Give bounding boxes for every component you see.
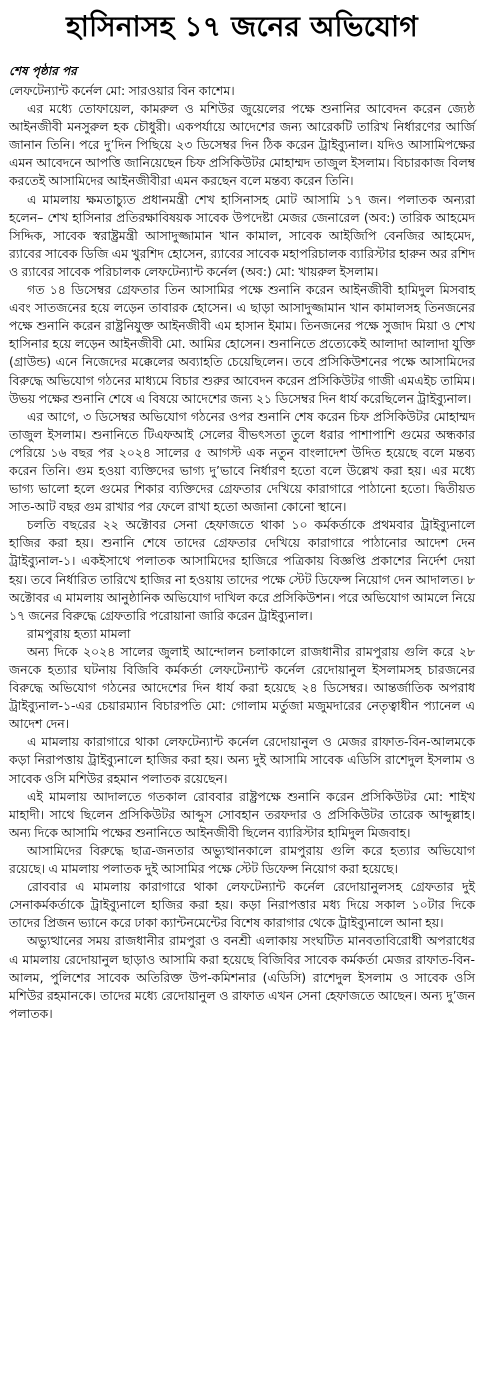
paragraph: রোববার এ মামলায় কারাগারে থাকা লেফটেন্যান্ট কর্নেল রেদোয়ানুলসহ গ্রেফতার দুই সেনাকর্মকর্তাকে ট্রাইব্যুনালে হাজির করা হয়। কড়া নিরাপত্তার মধ্য দিয়ে সকাল ১০টার দিকে তাদের প্রিজন ভ্যানে করে ঢাকা ক্যান্টনমেন্টের বিশেষ কারাগার থেকে ট্রাইব্যুনালে আনা হয়। (9, 879, 475, 931)
paragraph: গত ১৪ ডিসেম্বর গ্রেফতার তিন আসামির পক্ষে শুনানি করেন আইনজীবী হামিদুল মিসবাহ এবং সাতজনের হয়ে লড়েন তাবারক হোসেন। এ ছাড়া আসাদুজ্জামান খান কামালসহ তিনজনের পক্ষে শুনানি করেন রাষ্ট্রনিযুক্ত আইনজীবী এম হাসান ইমাম। তিনজনের পক্ষে সুজাদ মিয়া ও শেখ হাসিনার হয়ে লড়েন আইনজীবী মো. আমির হোসেন। শুনানিতে প্রত্যেকেই আলাদা আলাদা যুক্তি (গ্রাউন্ড) এনে নিজেদের মক্কেলের অব্যাহতি চেয়েছিলেন। তবে প্রসিকিউশনের পক্ষে আসামিদের বিরুদ্ধে অভিযোগ গঠনের মাধ্যমে বিচার শুরুর আবেদন করেন প্রসিকিউটর গাজী এমএইচ তামিম। উভয় পক্ষের শুনানি শেষে এ বিষয়ে আদেশের জন্য ২১ ডিসেম্বর দিন ধার্য করেছিলেন ট্রাইব্যুনাল। (9, 282, 475, 406)
paragraph: এ মামলায় ক্ষমতাচ্যুত প্রধানমন্ত্রী শেখ হাসিনাসহ মোট আসামি ১৭ জন। পলাতক অন্যরা হলেন– শেখ হাসিনার প্রতিরক্ষাবিষয়ক সাবেক উপদেষ্টা মেজর জেনারেল (অব:) তারিক আহমেদ সিদ্দিক, সাবেক স্বরাষ্ট্রমন্ত্রী আসাদুজ্জামান খান কামাল, সাবেক আইজিপি বেনজির আহমেদ, র‍্যাবের সাবেক ডিজি এম খুরশিদ হোসেন, র‍্যাবের সাবেক মহাপরিচালক ব্যারিস্টার হারুন অর রশিদ ও র‍্যাবের সাবেক পরিচালক লেফটেন্যান্ট কর্নেল (অব:) মো: খায়রুল ইসলাম। (9, 191, 475, 279)
article-body (9, 82, 475, 1023)
section-subheading: রামপুরায় হত্যা মামলা (27, 625, 131, 641)
paragraph: এর আগে, ৩ ডিসেম্বর অভিযোগ গঠনের ওপর শুনানি শেষ করেন চিফ প্রসিকিউটর মোহাম্মদ তাজুল ইসলাম। শুনানিতে টিএফআই সেলের বীভৎসতা তুলে ধরার পাশাপাশি গুমের অন্ধকার পেরিয়ে ১৬ বছর পর ২০২৪ সালের ৫ আগস্ট এক নতুন বাংলাদেশ উদিত হয়েছে বলে মন্তব্য করেন তিনি। গুম হওয়া ব্যক্তিদের ভাগ্য দু’ভাবে নির্ধারণ হতো বলে উল্লেখ করা হয়। এর মধ্যে ভাগ্য ভালো হলে গুমের শিকার ব্যক্তিদের গ্রেফতার দেখিয়ে কারাগারে পাঠানো হতো। দ্বিতীয়ত সাত-আট বছর গুম রাখার পর ফেলে রাখা হতো অজানা কোনো স্থানে। (9, 408, 475, 515)
paragraph: চলতি বছরের ২২ অক্টোবর সেনা হেফাজতে থাকা ১০ কর্মকর্তাকে প্রথমবার ট্রাইব্যুনালে হাজির করা হয়। শুনানি শেষে তাদের গ্রেফতার দেখিয়ে কারাগারে পাঠানোর আদেশ দেন ট্রাইব্যুনাল-১। একইসাথে পলাতক আসামিদের হাজিরে পত্রিকায় বিজ্ঞপ্তি প্রকাশের নির্দেশ দেয়া হয়। তবে নির্ধারিত তারিখে হাজির না হওয়ায় তাদের পক্ষে স্টেট ডিফেন্স নিয়োগ দেন আদালত। ৮ অক্টোবর এ মামলায় আনুষ্ঠানিক অভিযোগ দাখিল করে প্রসিকিউশন। পরে অভিযোগ আমলে নিয়ে ১৭ জনের বিরুদ্ধে গ্রেফতারি পরোয়ানা জারি করেন ট্রাইব্যুনাল। (9, 517, 475, 623)
paragraph: এর মধ্যে তোফায়েল, কামরুল ও মশিউর জুয়েলের পক্ষে শুনানির আবেদন করেন জ্যেষ্ঠ আইনজীবী মনসুরুল হক চৌধুরী। একপর্যায়ে আদেশের জন্য আরেকটি তারিখ নির্ধারণের আর্জি জানান তিনি। পরে দু’দিন পিছিয়ে ২৩ ডিসেম্বর দিন ঠিক করেন ট্রাইব্যুনাল। যদিও আসামিপক্ষের এমন আবেদনে আপত্তি জানিয়েছেন চিফ প্রসিকিউটর মোহাম্মদ তাজুল ইসলাম। বিচারকাজ বিলম্ব করতেই আসামিদের আইনজীবীরা এমন করছেন বলে মন্তব্য করেন তিনি। (9, 101, 475, 189)
paragraph: এ মামলায় কারাগারে থাকা লেফটেন্যান্ট কর্নেল রেদোয়ানুল ও মেজর রাফাত-বিন-আলমকে কড়া নিরাপত্তায় ট্রাইব্যুনালে হাজির করা হয়। অন্য দুই আসামি সাবেক এডিসি রাশেদুল ইসলাম ও সাবেক ওসি মশিউর রহমান পলাতক রয়েছেন। (9, 734, 475, 786)
paragraph: অভ্যুত্থানের সময় রাজধানীর রামপুরা ও বনশ্রী এলাকায় সংঘটিত মানবতাবিরোধী অপরাধের এ মামলায় রেদোয়ানুল ছাড়াও আসামি করা হয়েছে বিজিবির সাবেক কর্মকর্তা মেজর রাফাত-বিন-আলম, পুলিশের সাবেক অতিরিক্ত উপ-কমিশনার (এডিসি) রাশেদুল ইসলাম ও সাবেক ওসি মশিউর রহমানকে। তাদের মধ্যে রেদোয়ানুল ও রাফাত এখন সেনা হেফাজতে আছেন। অন্য দু’জন পলাতক। (9, 933, 475, 1021)
continued-from-label: শেষ পৃষ্ঠার পর (9, 64, 77, 78)
paragraph: অন্য দিকে ২০২৪ সালের জুলাই আন্দোলন চলাকালে রাজধানীর রামপুরায় গুলি করে ২৮ জনকে হত্যার ঘটনায় বিজিবি কর্মকর্তা লেফটেন্যান্ট কর্নেল রেদোয়ানুল ইসলামসহ চারজনের বিরুদ্ধে অভিযোগ গঠনের আদেশের দিন ধার্য করা হয়েছে ২৪ ডিসেম্বর। আন্তর্জাতিক অপরাধ ট্রাইব্যুনাল-১-এর চেয়ারম্যান বিচারপতি মো: গোলাম মর্তুজা মজুমদারের নেতৃত্বাধীন প্যানেল এ আদেশ দেন। (9, 643, 475, 732)
paragraph: আসামিদের বিরুদ্ধে ছাত্র-জনতার অভ্যুত্থানকালে রামপুরায় গুলি করে হত্যার অভিযোগ রয়েছে। এ মামলায় পলাতক দুই আসামির পক্ষে স্টেট ডিফেন্স নিয়োগ করা হয়েছে। (9, 842, 475, 877)
headline: হাসিনাসহ ১৭ জনের অভিযোগ (66, 10, 418, 43)
paragraph: এই মামলায় আদালতে গতকাল রোববার রাষ্ট্রপক্ষে শুনানি করেন প্রসিকিউটর মো: শাইখ মাহাদী। সাথে ছিলেন প্রসিকিউটর আব্দুস সোবহান তরফদার ও প্রসিকিউটর তারেক আব্দুল্লাহ। অন্য দিকে আসামি পক্ষের শুনানিতে আইনজীবী ছিলেন ব্যারিস্টার হামিদুল মিজবাহ। (9, 788, 475, 840)
paragraph: লেফটেন্যান্ট কর্নেল মো: সারওয়ার বিন কাশেম। (9, 83, 235, 98)
